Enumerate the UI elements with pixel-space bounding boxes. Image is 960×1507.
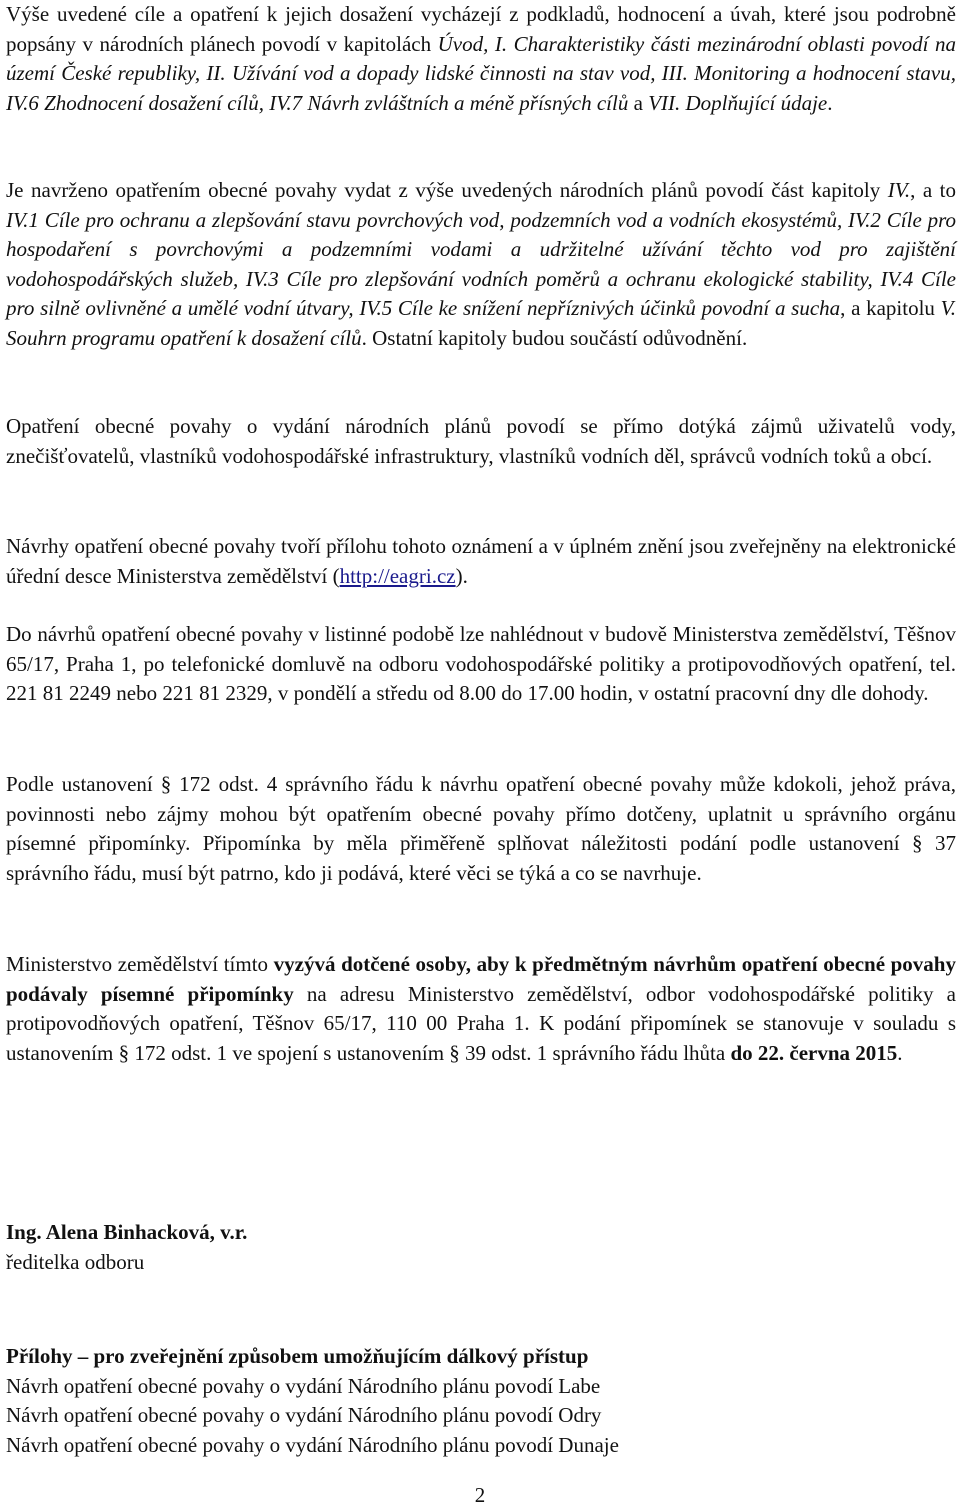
text: Návrhy opatření obecné povahy tvoří přílohu tohoto oznámení a v úplném znění jsou zveřejněny na elektronické úřední desce Ministerstva zemědělství ( [6,534,956,588]
paragraph-sources [6,0,956,118]
chapter-list: IV.1 Cíle pro ochranu a zlepšování stavu povrchových vod, podzemních vod a vodních ekosystémů, IV.2 Cíle pro hospodaření s povrchovými a podzemními vodami a udržitelné užívání těchto vod pro zajištění vodohospodářských služeb, IV.3 Cíle pro zlepšování vodních poměrů a ochranu ekologické stability, IV.4 Cíle pro silně ovlivněné a umělé vodní útvary, IV.5 Cíle ke snížení nepříznivých účinků povodní a sucha [6,207,956,321]
chapter-list: Úvod, I. Charakteristiky části mezinárodní oblasti povodí na území České republiky, II. Užívání vod a dopady lidské činnosti na stav vod, III. Monitoring a hodnocení stavu, IV.6 Zhodnocení dosažení cílů, IV.7 Návrh zvláštních a méně přísných cílů [6,31,956,115]
signatory-role: ředitelka odboru [6,1249,145,1274]
attachment-item: Návrh opatření obecné povahy o vydání Národního plánu povodí Odry [6,1403,602,1428]
attachments-heading: Přílohy – pro zveřejnění způsobem umožňujícím dálkový přístup [6,1344,589,1368]
text: a [628,90,649,115]
chapter-ref: V. Souhrn programu opatření k dosažení cílů [6,296,956,350]
call-emphasis: vyzývá dotčené osoby, aby k předmětným návrhům opatření obecné povahy podávaly písemné připomínky [6,952,956,1006]
text: . [827,90,833,115]
chapter-ref: VII. Doplňující údaje [648,90,828,115]
paragraph-legal-basis: Podle ustanovení § 172 odst. 4 správního řádu k návrhu opatření obecné povahy může kdokoli, jehož práva, povinnosti nebo zájmy mohou být opatřením obecné povahy přímo dotčeny, uplatnit u správního orgánu písemné připomínky. Připomínka by měla přiměřeně splňovat náležitosti podání podle ustanovení § 37 správního řádu, musí být patrno, kdo ji podává, které věci se týká a co se navrhuje. [6,772,956,885]
attachments-block [6,1342,956,1460]
signature-block [6,1218,956,1277]
signatory-name: Ing. Alena Binhacková, v.r. [6,1220,248,1244]
text: Ministerstvo zemědělství tímto [6,952,274,976]
paragraph-call-for-comments [6,950,956,1068]
paragraph-inspection: Do návrhů opatření obecné povahy v listinné podobě lze nahlédnout v budově Ministerstva zemědělství, Těšnov 65/17, Praha 1, po telefonické domluvě na odboru vodohospodářské politiky a protipovodňových opatření, tel. 221 81 2249 nebo 221 81 2329, v pondělí a středu od 8.00 do 17.00 hodin, v ostatní pracovní dny dle dohody. [6,622,956,706]
text: Výše uvedené cíle a opatření k jejich dosažení vycházejí z podkladů, hodnocení a úvah, které jsou podrobně popsány v národních plánech povodí v kapitolách [6,2,956,56]
page-number: 2 [474,1483,486,1507]
chapter-ref: IV. [887,178,911,202]
attachment-item: Návrh opatření obecné povahy o vydání Národního plánu povodí Dunaje [6,1432,619,1457]
paragraph-publication [6,532,956,591]
paragraph-proposal-scope [6,176,956,354]
text: . Ostatní kapitoly budou součástí odůvodnění. [361,325,748,350]
text: Je navrženo opatřením obecné povahy vydat z výše uvedených národních plánů povodí část kapitoly [6,178,888,202]
text: ). [455,563,468,588]
text: . [897,1040,903,1065]
text: , a kapitolu [840,296,941,321]
attachment-item: Návrh opatření obecné povahy o vydání Národního plánu povodí Labe [6,1373,601,1398]
paragraph-affected-parties: Opatření obecné povahy o vydání národních plánů povodí se přímo dotýká zájmů uživatelů vody, znečišťovatelů, vlastníků vodohospodářské infrastruktury, vlastníků vodních děl, správců vodních toků a obcí. [6,414,956,468]
text: na adresu Ministerstvo zemědělství, odbor vodohospodářské politiky a protipovodňových opatření, Těšnov 65/17, 110 00 Praha 1. K podání připomínek se stanovuje v souladu s ustanovením § 172 odst. 1 ve spojení s ustanovením § 39 odst. 1 správního řádu lhůta [6,981,956,1065]
eagri-link[interactable]: http://eagri.cz [339,563,456,588]
text: , a to [910,178,957,202]
deadline: do 22. června 2015 [730,1040,898,1065]
